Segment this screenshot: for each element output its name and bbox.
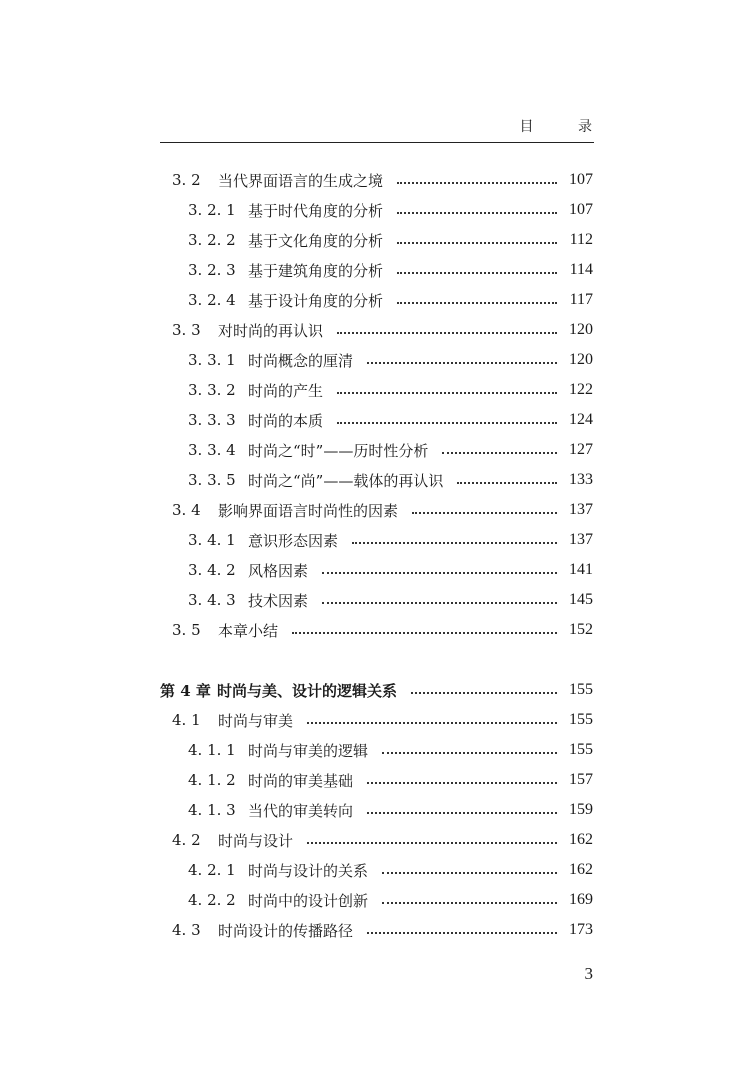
dot-leader [367,781,557,784]
dot-leader [367,811,557,814]
toc-entry-page: 122 [569,381,593,398]
toc-entry [188,438,593,462]
toc-entry-title: 时尚与美、设计的逻辑关系 [217,681,398,700]
toc-entry [188,228,593,252]
toc-entry-number: 3. 3. 1 [188,351,236,369]
dot-leader [412,511,557,514]
toc-entry-title: 时尚与审美的逻辑 [248,741,369,760]
toc-entry-page: 162 [569,861,593,878]
toc-entry-number: 4. 2 [172,831,201,849]
toc-entry [188,378,593,402]
dot-leader [397,181,557,184]
toc-entry-title: 时尚的本质 [248,411,324,430]
dot-leader [352,541,557,544]
toc-entry-number: 3. 3 [172,321,201,339]
toc-entry [188,588,593,612]
toc-entry [172,318,593,342]
toc-entry-number: 第 4 章 [160,681,211,700]
toc-entry [188,198,593,222]
toc-entry-page: 157 [569,771,593,788]
toc-entry-number: 3. 2. 1 [188,201,236,219]
running-header [160,112,612,143]
toc-entry-page: 112 [569,231,593,248]
toc-entry-title: 时尚与设计 [218,831,294,850]
toc-entry-title: 基于文化角度的分析 [248,231,384,250]
toc-entry [172,618,593,642]
toc-entry-page: 137 [569,531,593,548]
toc-entry [172,828,593,852]
toc-entry-title: 对时尚的再认识 [218,321,324,340]
toc-entry-title: 时尚设计的传播路径 [218,921,354,940]
toc-entry [172,498,593,522]
toc-entry [188,858,593,882]
toc-entry-number: 4. 1 [172,711,201,729]
toc-entry-page: 169 [569,891,593,908]
toc-entry-number: 3. 5 [172,621,201,639]
toc-entry-page: 173 [569,921,593,938]
toc-entry-title: 时尚中的设计创新 [248,891,369,910]
dot-leader [292,631,557,634]
toc-entry-title: 基于建筑角度的分析 [248,261,384,280]
toc-entry-number: 3. 4. 3 [188,591,236,609]
dot-leader [367,361,557,364]
toc-entry-number: 3. 3. 3 [188,411,236,429]
toc-entry-title: 时尚与审美 [218,711,294,730]
toc-entry-number: 4. 1. 3 [188,801,236,819]
toc-entry-title: 时尚概念的厘清 [248,351,354,370]
dot-leader [382,871,557,874]
dot-leader [367,931,557,934]
toc-entry-title: 时尚的产生 [248,381,324,400]
dot-leader [382,901,557,904]
toc-entry [188,348,593,372]
toc-entry-number: 4. 1. 2 [188,771,236,789]
dot-leader [382,751,557,754]
toc-entry-number: 3. 4. 2 [188,561,236,579]
toc-entry [172,918,593,942]
toc-entry-page: 107 [569,201,593,218]
toc-entry [172,708,593,732]
toc-entry-page: 114 [569,261,593,278]
toc-entry-number: 3. 2 [172,171,201,189]
toc-entry [188,258,593,282]
toc-entry-page: 124 [569,411,593,428]
toc-entry-title: 当代的审美转向 [248,801,354,820]
toc-entry [188,798,593,822]
toc-entry-title: 时尚的审美基础 [248,771,354,790]
toc-entry-page: 133 [569,471,593,488]
toc-entry [172,168,593,192]
toc-entry-title: 基于时代角度的分析 [248,201,384,220]
toc-entry-number: 3. 3. 4 [188,441,236,459]
toc-entry-title: 本章小结 [218,621,279,640]
dot-leader [411,691,557,694]
toc-entry-number: 4. 3 [172,921,201,939]
dot-leader [397,241,557,244]
header-title: 目 录 [519,119,612,135]
toc-entry-page: 137 [569,501,593,518]
toc-entry-title: 时尚之“尚”——载体的再认识 [248,471,444,490]
toc-entry-title: 技术因素 [248,591,309,610]
toc-entry-page: 155 [569,681,593,698]
toc-entry-page: 145 [569,591,593,608]
dot-leader [322,571,557,574]
dot-leader [397,301,557,304]
toc-entry-page: 159 [569,801,593,818]
dot-leader [337,421,557,424]
toc-entry-title: 意识形态因素 [248,531,339,550]
toc-entry-title: 时尚与设计的关系 [248,861,369,880]
dot-leader [337,331,557,334]
toc-entry-title: 风格因素 [248,561,309,580]
toc-entry [188,288,593,312]
toc-entry-number: 3. 2. 3 [188,261,236,279]
toc-entry [188,528,593,552]
page-number: 3 [584,964,593,983]
toc-entry [160,678,593,702]
dot-leader [397,271,557,274]
dot-leader [307,721,557,724]
toc-entry [188,738,593,762]
toc-entry-number: 3. 3. 5 [188,471,236,489]
toc-entry-number: 3. 2. 2 [188,231,236,249]
toc-entry-page: 141 [569,561,593,578]
toc-entry [188,468,593,492]
toc-entry [188,888,593,912]
toc-entry-number: 3. 4 [172,501,201,519]
dot-leader [457,481,557,484]
toc-entry [188,768,593,792]
toc-entry-number: 4. 1. 1 [188,741,236,759]
toc-entry-page: 162 [569,831,593,848]
toc-entry-page: 107 [569,171,593,188]
toc-entry-title: 基于设计角度的分析 [248,291,384,310]
toc-entry-number: 3. 4. 1 [188,531,236,549]
dot-leader [307,841,557,844]
toc-entry-page: 155 [569,741,593,758]
dot-leader [322,601,557,604]
toc-entry-page: 117 [569,291,593,308]
toc-entry-page: 127 [569,441,593,458]
toc-entry-title: 当代界面语言的生成之境 [218,171,384,190]
dot-leader [397,211,557,214]
toc-entry-number: 3. 3. 2 [188,381,236,399]
dot-leader [442,451,557,454]
toc-entry-number: 3. 2. 4 [188,291,236,309]
dot-leader [337,391,557,394]
toc-entry-page: 120 [569,321,593,338]
toc-entry-title: 时尚之“时”——历时性分析 [248,441,429,460]
toc-entry-number: 4. 2. 1 [188,861,236,879]
toc-entry [188,408,593,432]
toc-entry-number: 4. 2. 2 [188,891,236,909]
toc-entry [188,558,593,582]
toc-entry-page: 152 [569,621,593,638]
toc-entry-page: 155 [569,711,593,728]
toc-entry-page: 120 [569,351,593,368]
toc-entry-title: 影响界面语言时尚性的因素 [218,501,399,520]
